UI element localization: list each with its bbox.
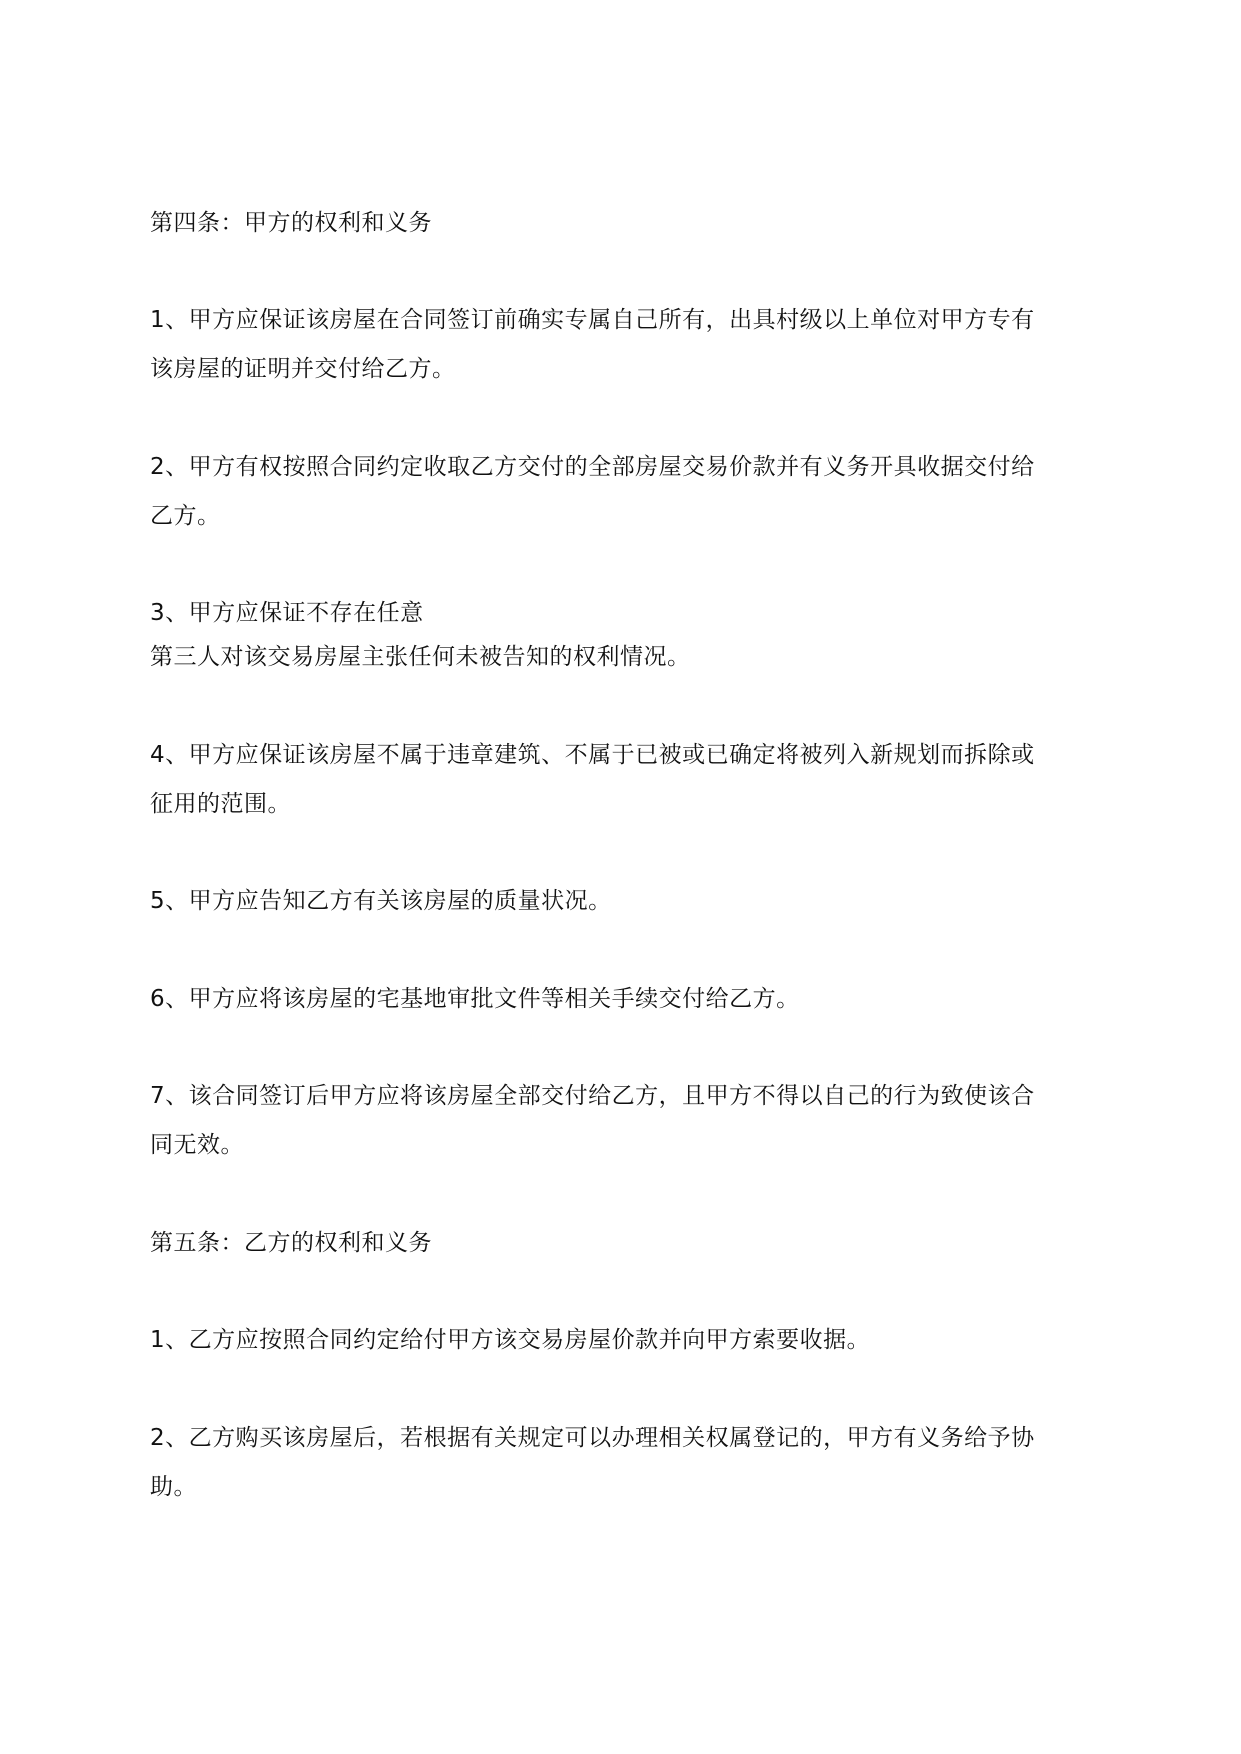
- clause-4-2-line-2: 乙方。: [150, 503, 221, 529]
- clause-4-7-line-2: 同无效。: [150, 1132, 244, 1158]
- section-heading-article-4: 第四条：甲方的权利和义务: [150, 210, 432, 236]
- clause-4-4-line-2: 征用的范围。: [150, 791, 291, 817]
- clause-4-5: 5、甲方应告知乙方有关该房屋的质量状况。: [150, 888, 612, 914]
- clause-4-3-line-2: 第三人对该交易房屋主张任何未被告知的权利情况。: [150, 644, 691, 670]
- clause-5-2-line-2: 助。: [150, 1474, 197, 1500]
- clause-4-4-line-1: 4、甲方应保证该房屋不属于违章建筑、不属于已被或已确定将被列入新规划而拆除或: [150, 742, 1035, 768]
- clause-5-2-line-1: 2、乙方购买该房屋后，若根据有关规定可以办理相关权属登记的，甲方有义务给予协: [150, 1425, 1035, 1451]
- section-heading-article-5: 第五条：乙方的权利和义务: [150, 1230, 432, 1256]
- clause-5-1: 1、乙方应按照合同约定给付甲方该交易房屋价款并向甲方索要收据。: [150, 1327, 871, 1353]
- clause-4-3-line-1: 3、甲方应保证不存在任意: [150, 600, 424, 626]
- clause-4-7-line-1: 7、该合同签订后甲方应将该房屋全部交付给乙方，且甲方不得以自己的行为致使该合: [150, 1083, 1035, 1109]
- clause-4-2-line-1: 2、甲方有权按照合同约定收取乙方交付的全部房屋交易价款并有义务开具收据交付给: [150, 454, 1035, 480]
- clause-4-6: 6、甲方应将该房屋的宅基地审批文件等相关手续交付给乙方。: [150, 986, 800, 1012]
- clause-4-1-line-2: 该房屋的证明并交付给乙方。: [150, 356, 456, 382]
- clause-4-1-line-1: 1、甲方应保证该房屋在合同签订前确实专属自己所有，出具村级以上单位对甲方专有: [150, 307, 1035, 333]
